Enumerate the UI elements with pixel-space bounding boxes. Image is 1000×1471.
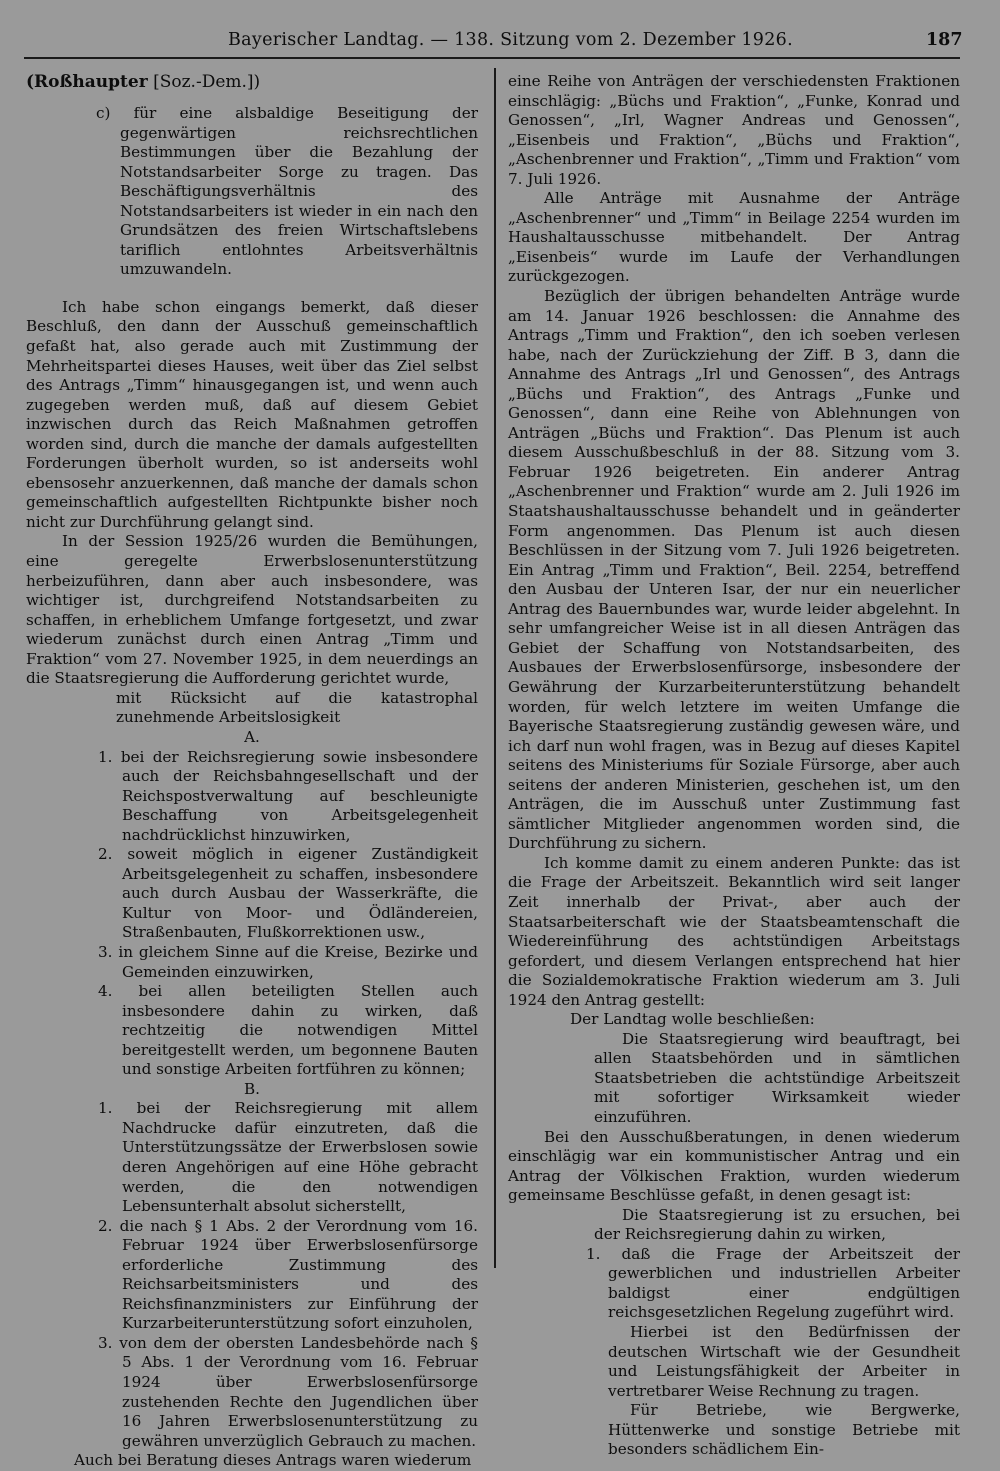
header-rule xyxy=(24,57,960,59)
list-item: 1. bei der Reichsregierung mit allem Nachdrucke dafür einzutreten, daß die Unterstützungssätze der Erwerbslosen sowie deren Angehörigen auf eine Höhe gebracht werden, die den notwendigen Lebensunterhalt absolut sicherstellt, xyxy=(98,1099,478,1216)
page-header xyxy=(0,30,1000,56)
item-c: c) für eine alsbaldige Beseitigung der gegenwärtigen reichsrechtlichen Bestimmungen über die Bezahlung der Notstandsarbeiter Sorge zu tragen. Das Beschäftigungsverhältnis des Notstandsarbeiters ist wieder in ein nach den Grundsätzen des freien Wirtschaftslebens tariflich entlohntes Arbeitsverhältnis umzuwandeln. xyxy=(96,104,478,279)
paragraph: Auch bei Beratung dieses Antrags waren wiederum xyxy=(74,1451,472,1470)
list-item: 1. bei der Reichsregierung sowie insbesondere auch der Reichsbahngesellschaft und der Reichspostverwaltung auf beschleunigte Beschaffung von Arbeitsgelegenheit nachdrücklichst hinzuwirken, xyxy=(98,747,478,844)
speaker-name: (Roßhaupter xyxy=(26,72,148,92)
paragraph: Bei den Ausschußberatungen, in denen wiederum einschlägig war ein kommunistischer Antrag und ein Antrag der Völkischen Fraktion, wurden wiederum gemeinsame Beschlüsse gefaßt, in denen gesagt ist: xyxy=(508,1127,960,1205)
page-number: 187 xyxy=(926,30,963,50)
speaker-heading xyxy=(26,72,478,92)
speaker-party: [Soz.-Dem.]) xyxy=(147,72,261,92)
section-heading-a: A. xyxy=(244,727,260,746)
left-column xyxy=(26,72,478,1471)
paragraph: Ich habe schon eingangs bemerkt, daß dieser Beschluß, den dann der Ausschuß gemeinschaftlich gefaßt hat, also gerade auch mit Zustimmung der Mehrheitspartei dieses Hauses, weit über das Ziel selbst des Antrags „Timm“ hinausgegangen ist, und wenn auch zugegeben werden muß, daß auf diesem Gebiet inzwischen durch das Reich Maßnahmen getroffen worden sind, durch die manche der damals aufgestellten Forderungen überholt wurden, so ist anderseits wohl ebensosehr anzuerkennen, daß manche der damals schon gemeinschaftlich aufgestellten Richtpunkte bisher noch nicht zur Durchführung gelangt sind. xyxy=(26,297,478,531)
column-separator xyxy=(494,68,496,1268)
running-title: Bayerischer Landtag. — 138. Sitzung vom 2. Dezember 1926. xyxy=(228,30,793,50)
quote: Die Staatsregierung ist zu ersuchen, bei der Reichsregierung dahin zu wirken, xyxy=(594,1205,960,1244)
list-item-continuation: Hierbei ist den Bedürfnissen der deutschen Wirtschaft wie der Gesundheit und Leistungsfähigkeit der Arbeiter in vertretbarer Weise Rechnung zu tragen. xyxy=(608,1323,960,1400)
paragraph: Der Landtag wolle beschließen: xyxy=(570,1010,815,1029)
paragraph: mit Rücksicht auf die katastrophal zunehmende Arbeitslosigkeit xyxy=(116,688,478,727)
section-heading-b: B. xyxy=(244,1079,260,1098)
paragraph: Alle Anträge mit Ausnahme der Anträge „Aschenbrenner“ und „Timm“ in Beilage 2254 wurden im Haushaltausschusse mitbehandelt. Der Antrag „Eisenbeis“ wurde im Laufe der Verhandlungen zurückgezogen. xyxy=(508,189,960,286)
paragraph: eine Reihe von Anträgen der verschiedensten Fraktionen einschlägig: „Büchs und Fraktion“, „Funke, Konrad und Genossen“, „Irl, Wagner Andreas und Genossen“, „Eisenbeis und Fraktion“, „Büchs und Fraktion“, „Aschenbrenner und Fraktion“, „Timm und Fraktion“ vom 7. Juli 1926. xyxy=(508,72,960,188)
paragraph: In der Session 1925/26 wurden die Bemühungen, eine geregelte Erwerbslosenunterstützung herbeizuführen, dann aber auch insbesondere, was wichtiger ist, durchgreifend Notstandsarbeiten zu schaffen, in erheblichem Umfange fortgesetzt, und zwar wiederum zunächst durch einen Antrag „Timm und Fraktion“ vom 27. November 1925, in dem neuerdings an die Staatsregierung die Aufforderung gerichtet wurde, xyxy=(26,532,478,688)
list-item: 2. soweit möglich in eigener Zuständigkeit Arbeitsgelegenheit zu schaffen, insbesondere auch durch Ausbau der Wasserkräfte, die Kultur von Moor- und Ödländereien, Straßenbauten, Flußkorrektionen usw., xyxy=(98,845,478,942)
list-item: 3. von dem der obersten Landesbehörde nach § 5 Abs. 1 der Verordnung vom 16. Februar 1924 über Erwerbslosenfürsorge zustehenden Rechte den Jugendlichen über 16 Jahren Erwerbslosenunterstützung zu gewähren unverzüglich Gebrauch zu machen. xyxy=(98,1333,478,1450)
list-item: 1. daß die Frage der Arbeitszeit der gewerblichen und industriellen Arbeiter baldigst einer endgültigen reichsgesetzlichen Regelung zugeführt wird. xyxy=(586,1244,960,1322)
right-column xyxy=(508,72,960,1460)
list-item: 3. in gleichem Sinne auf die Kreise, Bezirke und Gemeinden einzuwirken, xyxy=(98,942,478,981)
list-item: 2. die nach § 1 Abs. 2 der Verordnung vom 16. Februar 1924 über Erwerbslosenfürsorge erforderliche Zustimmung des Reichsarbeitsministers und des Reichsfinanzministers zur Einführung der Kurzarbeiterunterstützung sofort einzuholen, xyxy=(98,1216,478,1333)
list-item-continuation: Für Betriebe, wie Bergwerke, Hüttenwerke und sonstige Betriebe mit besonders schädlichem Ein- xyxy=(608,1401,960,1459)
paragraph: Ich komme damit zu einem anderen Punkte: das ist die Frage der Arbeitszeit. Bekanntlich wird seit langer Zeit innerhalb der Privat-, aber auch der Staatsarbeiterschaft wie der Staatsbeamtenschaft die Wiedereinführung des achtstündigen Arbeitstags gefordert, und diesem Verlangen entsprechend hat hier die Sozialdemokratische Fraktion wiederum am 3. Juli 1924 den Antrag gestellt: xyxy=(508,853,960,1009)
list-item: 4. bei allen beteiligten Stellen auch insbesondere dahin zu wirken, daß rechtzeitig die notwendigen Mittel bereitgestellt werden, um begonnene Bauten und sonstige Arbeiten fortführen zu können; xyxy=(98,982,478,1079)
paragraph: Bezüglich der übrigen behandelten Anträge wurde am 14. Januar 1926 beschlossen: die Annahme des Antrags „Timm und Fraktion“, den ich soeben verlesen habe, nach der Zurückziehung der Ziff. B 3, dann die Annahme des Antrags „Irl und Genossen“, des Antrags „Büchs und Fraktion“, des Antrags „Funke und Genossen“, dann eine Reihe von Ablehnungen von Anträgen „Büchs und Fraktion“. Das Plenum ist auch diesem Ausschußbeschluß in der 88. Sitzung vom 3. Februar 1926 beigetreten. Ein anderer Antrag „Aschenbrenner und Fraktion“ wurde am 2. Juli 1926 im Staatshaushaltausschusse behandelt und in geänderter Form angenommen. Das Plenum ist auch diesen Beschlüssen in der Sitzung vom 7. Juli 1926 beigetreten. Ein Antrag „Timm und Fraktion“, Beil. 2254, betreffend den Ausbau der Unteren Isar, der nur ein neuerlicher Antrag des Bauernbundes war, wurde leider abgelehnt. In sehr umfangreicher Weise ist in all diesen Anträgen das Gebiet der Schaffung von Notstandsarbeiten, des Ausbaues der Erwerbslosenfürsorge, insbesondere der Gewährung der Kurzarbeiterunterstützung behandelt worden, für welch letztere im weiten Umfange die Bayerische Staatsregierung zuständig gewesen wäre, und ich darf nun wohl fragen, was in Bezug auf dieses Kapitel seitens des Ministeriums für Soziale Fürsorge, aber auch seitens der anderen Ministerien, geschehen ist, um den Anträgen, die im Ausschuß unter Zustimmung fast sämtlicher Mitglieder angenommen worden sind, die Durchführung zu sichern. xyxy=(508,287,960,853)
quote: Die Staatsregierung wird beauftragt, bei allen Staatsbehörden und in sämtlichen Staatsbetrieben die achtstündige Arbeitszeit mit sofortiger Wirksamkeit wieder einzuführen. xyxy=(594,1029,960,1126)
